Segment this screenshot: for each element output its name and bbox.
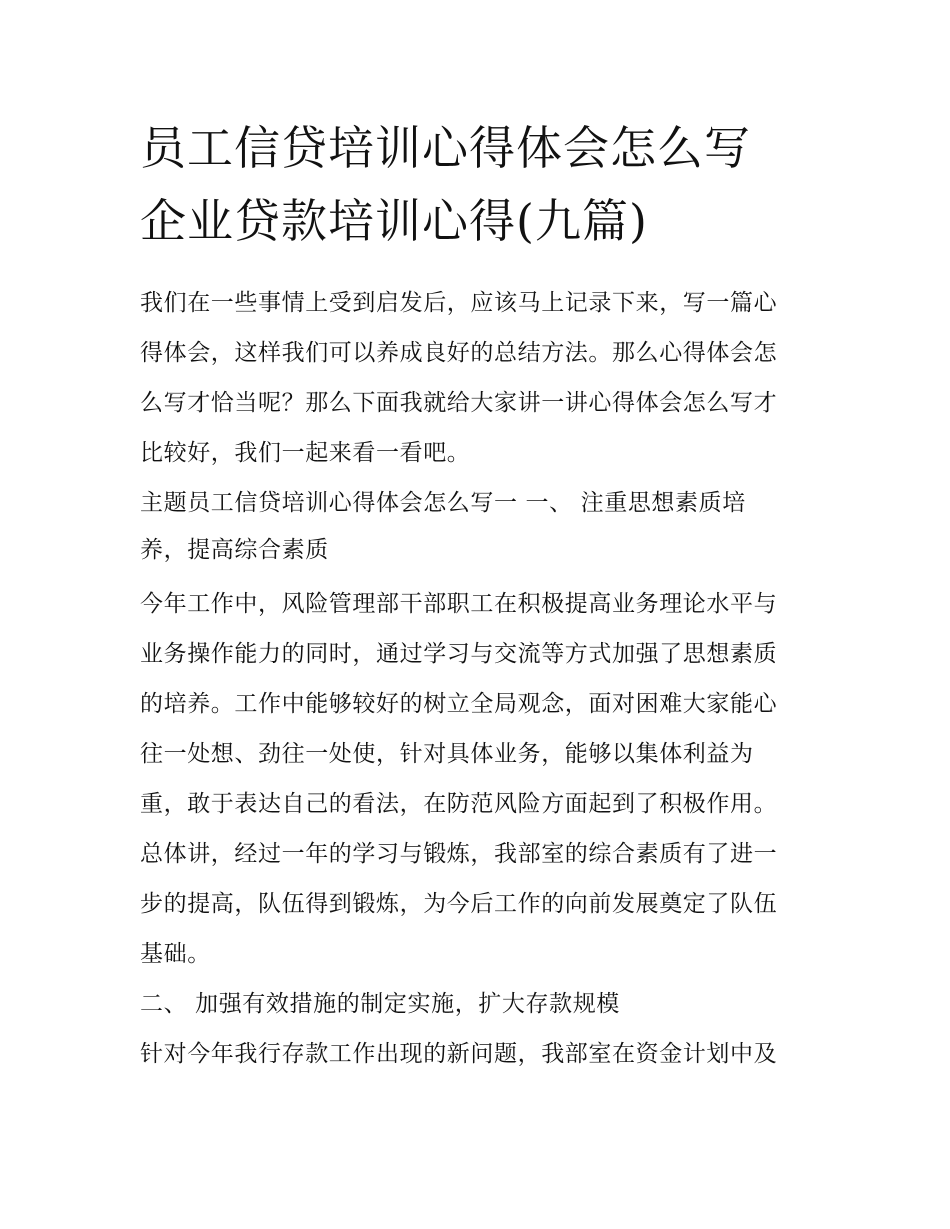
intro-line-3: 么写才恰当呢？那么下面我就给大家讲一讲心得体会怎么写才: [140, 390, 778, 416]
section1-line-5: 重，敢于表达自己的看法，在防范风险方面起到了积极作用。: [140, 791, 778, 817]
intro-line-2: 得体会，这样我们可以养成良好的总结方法。那么心得体会怎: [140, 340, 778, 366]
intro-line-4: 比较好，我们一起来看一看吧。: [140, 440, 471, 466]
section2-heading: [140, 979, 812, 1029]
section1-line-4: 往一处想、劲往一处使，针对具体业务，能够以集体利益为: [140, 741, 754, 767]
intro-line-1: 我们在一些事情上受到启发后，应该马上记录下来，写一篇心: [140, 290, 778, 316]
section1-body: [140, 579, 812, 979]
section2-body: [140, 1029, 812, 1079]
document-body: [140, 278, 812, 1079]
title-line-2: 企业贷款培训心得(九篇): [140, 194, 648, 248]
section1-line-7: 步的提高，队伍得到锻炼，为今后工作的向前发展奠定了队伍: [140, 891, 778, 917]
section1-line-8: 基础。: [140, 941, 211, 967]
section1-line-2: 业务操作能力的同时，通过学习与交流等方式加强了思想素质: [140, 641, 778, 667]
section1-heading-line-1: 主题员工信贷培训心得体会怎么写一 一、 注重思想素质培: [140, 490, 746, 516]
section1-heading-line-2: 养，提高综合素质: [140, 537, 329, 563]
document-title: [140, 112, 820, 258]
section1-line-3: 的培养。工作中能够较好的树立全局观念，面对困难大家能心: [140, 691, 778, 717]
section1-heading: [140, 478, 812, 573]
title-line-1: 员工信贷培训心得体会怎么写: [140, 121, 751, 175]
section2-line-1: 针对今年我行存款工作出现的新问题，我部室在资金计划中及: [140, 1041, 778, 1067]
intro-paragraph: [140, 278, 812, 478]
section2-heading-line: 二、 加强有效措施的制定实施，扩大存款规模: [140, 991, 620, 1017]
section1-line-1: 今年工作中，风险管理部干部职工在积极提高业务理论水平与: [140, 591, 778, 617]
section1-line-6: 总体讲，经过一年的学习与锻炼，我部室的综合素质有了进一: [140, 841, 778, 867]
